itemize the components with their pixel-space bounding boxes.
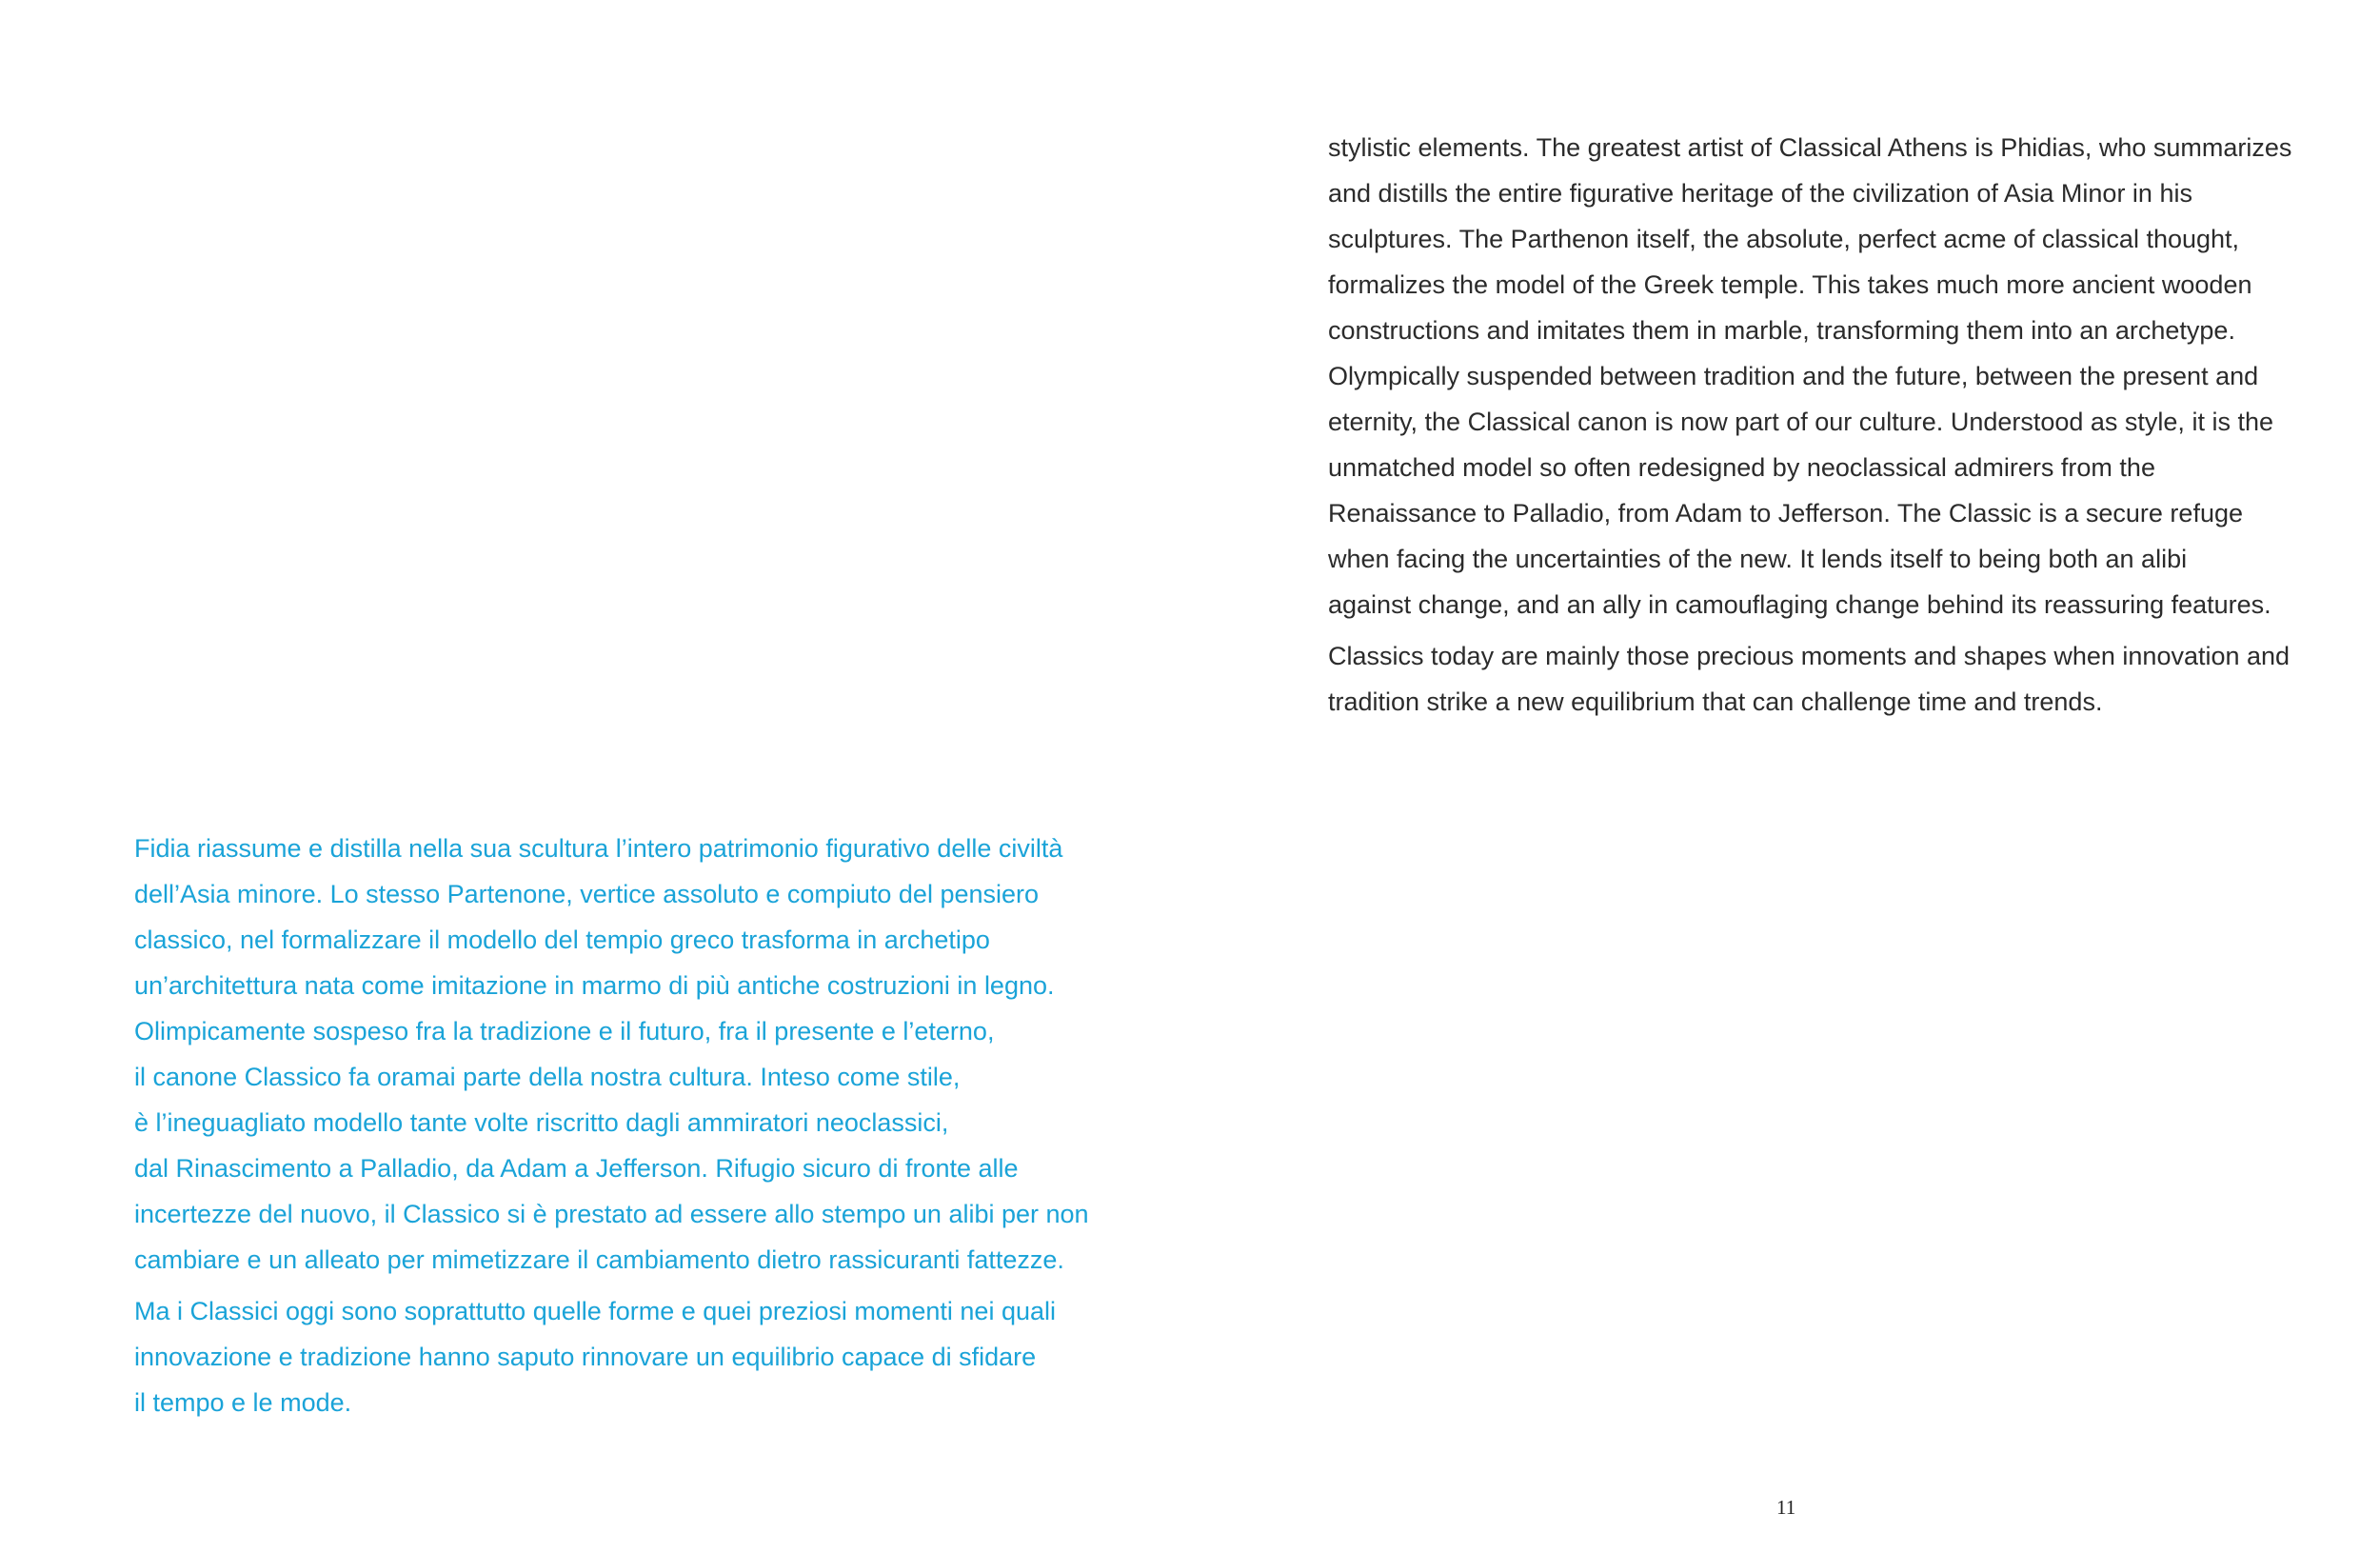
english-paragraph [1328, 125, 2292, 627]
text-line: dal Rinascimento a Palladio, da Adam a Jefferson. Rifugio sicuro di fronte alle [134, 1154, 1019, 1183]
text-line: Classics today are mainly those precious moments and shapes when innovation and [1328, 642, 2291, 670]
text-line: tradition strike a new equilibrium that can challenge time and trends. [1328, 687, 2103, 716]
text-line: when facing the uncertainties of the new. It lends itself to being both an alibi [1328, 545, 2188, 573]
text-line: cambiare e un alleato per mimetizzare il cambiamento dietro rassicuranti fattezze. [134, 1245, 1064, 1274]
italian-paragraph [134, 826, 1089, 1283]
text-line: è l’ineguagliato modello tante volte riscritto dagli ammiratori neoclassici, [134, 1108, 949, 1137]
text-line: il tempo e le mode. [134, 1388, 352, 1417]
text-line: Olimpicamente sospeso fra la tradizione e il futuro, fra il presente e l’eterno, [134, 1017, 995, 1045]
text-line: Fidia riassume e distilla nella sua scultura l’intero patrimonio figurativo delle civiltà [134, 834, 1063, 863]
english-paragraph [1328, 633, 2291, 725]
text-line: Renaissance to Palladio, from Adam to Jefferson. The Classic is a secure refuge [1328, 499, 2243, 528]
text-line: eternity, the Classical canon is now part of our culture. Understood as style, it is the [1328, 408, 2273, 436]
italian-paragraph [134, 1288, 1086, 1425]
text-line: il canone Classico fa oramai parte della nostra cultura. Inteso come stile, [134, 1063, 961, 1091]
text-line: stylistic elements. The greatest artist of Classical Athens is Phidias, who summarizes [1328, 133, 2292, 162]
text-line: dell’Asia minore. Lo stesso Partenone, vertice assoluto e compiuto del pensiero [134, 880, 1040, 908]
text-line: formalizes the model of the Greek temple. This takes much more ancient wooden [1328, 270, 2252, 299]
english-body-text [1328, 125, 2292, 725]
text-line: innovazione e tradizione hanno saputo rinnovare un equilibrio capace di sfidare [134, 1343, 1037, 1371]
page-number: 11 [1776, 1496, 1796, 1519]
text-line: sculptures. The Parthenon itself, the absolute, perfect acme of classical thought, [1328, 225, 2240, 253]
text-line: Ma i Classici oggi sono soprattutto quelle forme e quei preziosi momenti nei quali [134, 1297, 1056, 1325]
text-line: against change, and an ally in camouflaging change behind its reassuring features. [1328, 590, 2271, 619]
text-line: classico, nel formalizzare il modello del tempio greco trasforma in archetipo [134, 926, 990, 954]
italian-body-text [134, 826, 1089, 1425]
text-line: un’architettura nata come imitazione in marmo di più antiche costruzioni in legno. [134, 971, 1055, 1000]
text-line: incertezze del nuovo, il Classico si è prestato ad essere allo stempo un alibi per non [134, 1200, 1089, 1228]
text-line: Olympically suspended between tradition and the future, between the present and [1328, 362, 2259, 390]
text-line: constructions and imitates them in marble, transforming them into an archetype. [1328, 316, 2235, 345]
text-line: and distills the entire figurative heritage of the civilization of Asia Minor in his [1328, 179, 2192, 208]
text-line: unmatched model so often redesigned by neoclassical admirers from the [1328, 453, 2155, 482]
